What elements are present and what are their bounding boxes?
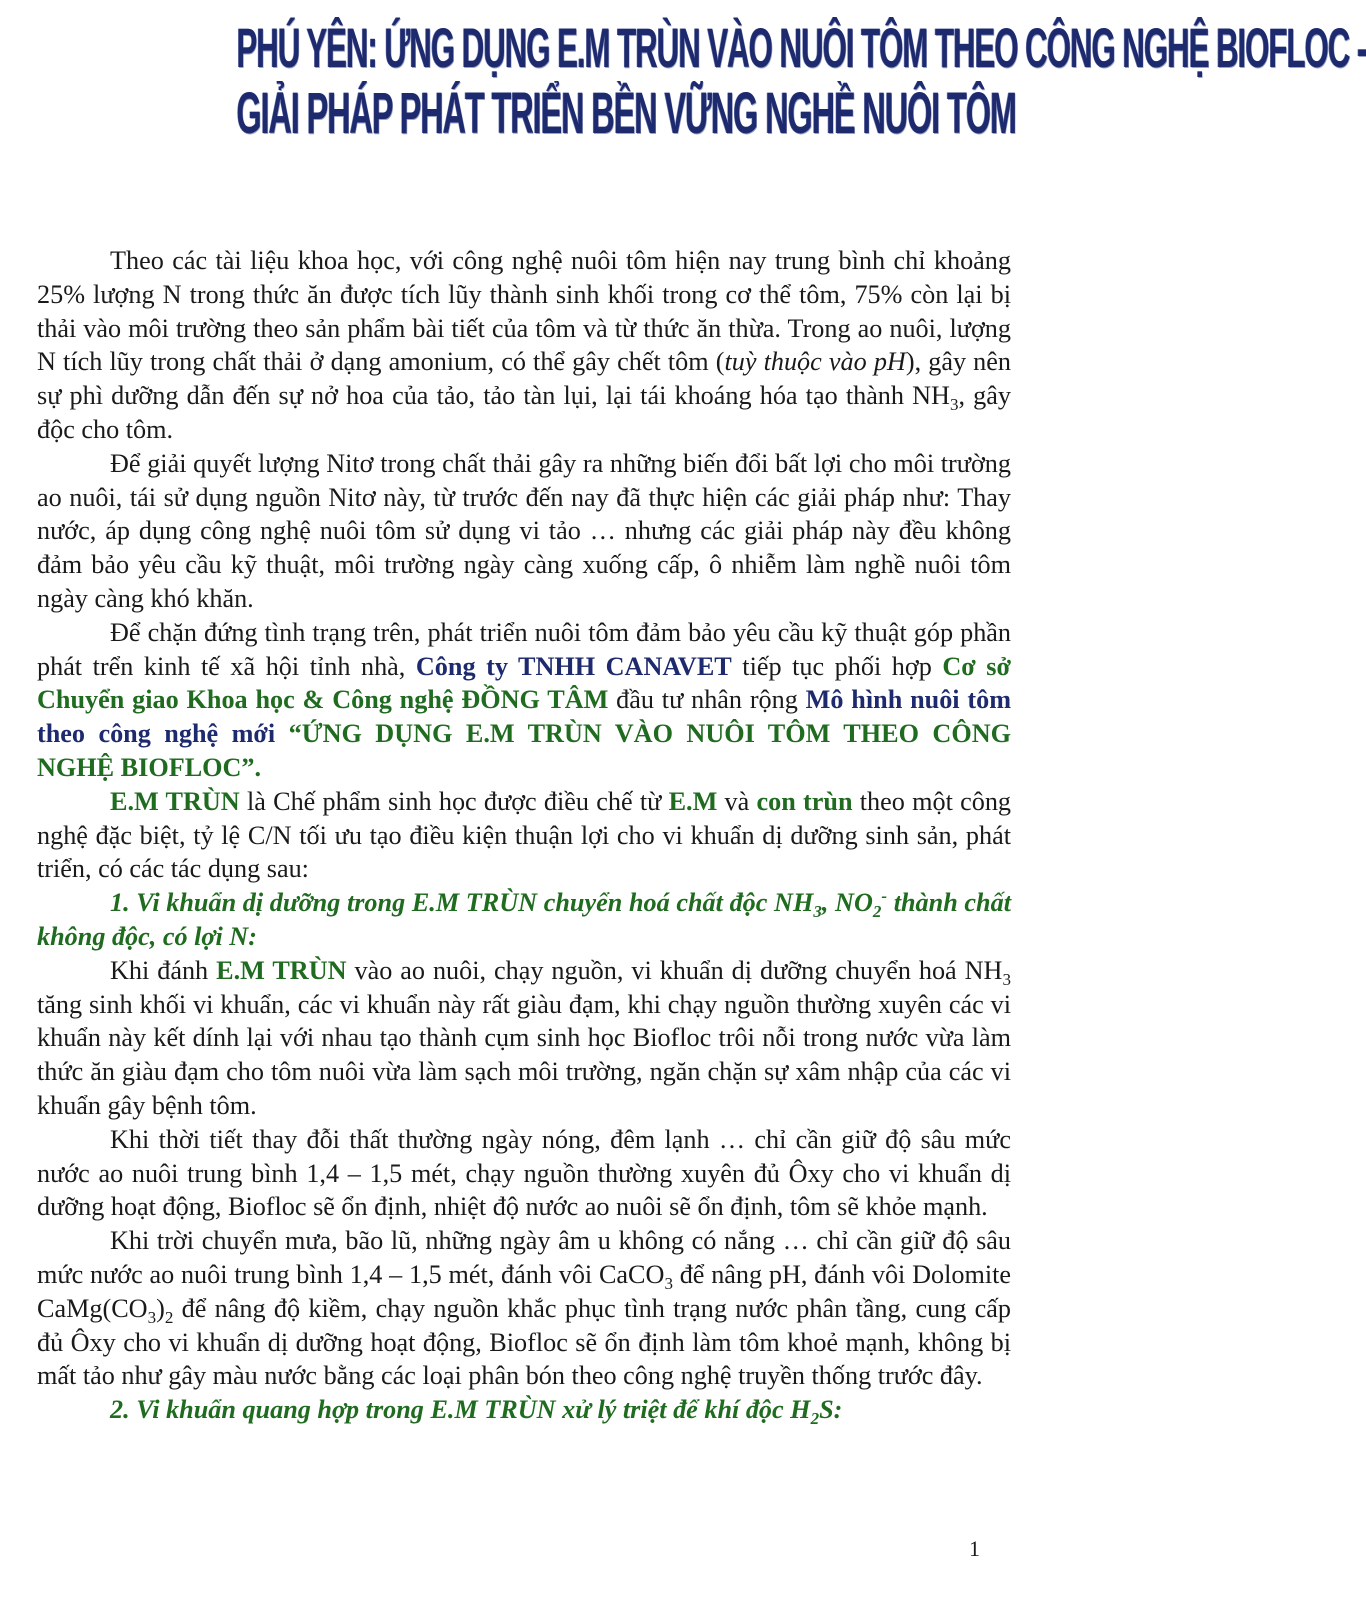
p5-text-a: Khi đánh bbox=[110, 955, 217, 985]
p5-product-name: E.M TRÙN bbox=[216, 955, 347, 985]
p1-text-b: ), gây nên sự phì dưỡng dẫn đến sự nở hoa của tảo, tảo tàn lụi, lại tái khoáng hóa tạo thành NH bbox=[37, 347, 1011, 411]
p3-text-b: tiếp tục phối hợp bbox=[731, 651, 943, 681]
page-number: 1 bbox=[969, 1536, 980, 1561]
section-heading-1 bbox=[37, 886, 1011, 954]
document-title bbox=[0, 14, 1366, 148]
p5-text-b: vào ao nuôi, chạy nguồn, vi khuẩn dị dưỡng chuyển hoá NH bbox=[346, 955, 1003, 985]
section-heading-2 bbox=[37, 1393, 1011, 1427]
p7-subscript-1: 3 bbox=[664, 1274, 673, 1294]
p1-subscript: 3 bbox=[949, 395, 959, 415]
paragraph-3 bbox=[37, 616, 1011, 785]
h2-text-b: S: bbox=[819, 1395, 843, 1425]
model-name: Mô hình nuôi tôm theo công nghệ mới bbox=[37, 685, 1012, 749]
product-name: E.M TRÙN bbox=[110, 786, 240, 816]
title-line-2: GIẢI PHÁP PHÁT TRIỂN BỀN VỮNG NGHỀ NUÔI TÔM bbox=[236, 81, 1016, 146]
p1-text-c: , gây độc cho tôm. bbox=[37, 381, 1011, 444]
h1-text-b: , NO bbox=[821, 888, 873, 918]
paragraph-5 bbox=[37, 954, 1011, 1123]
p7-text-a: Khi trời chuyển mưa, bão lũ, những ngày âm u không có nắng … chỉ cần giữ độ sâu mức nước ao nuôi trung bình 1,4 – 1,5 mét, đánh vôi CaCO bbox=[37, 1226, 1011, 1289]
worm-name: con trùn bbox=[756, 786, 853, 816]
p5-subscript: 3 bbox=[1002, 969, 1011, 989]
p4-text-c: theo một công nghệ đặc biệt, tỷ lệ C/N tối ưu tạo điều kiện thuận lợi cho vi khuẩn dị dưỡng sinh sản, phát triển, có các tác dụng sau: bbox=[37, 786, 1012, 884]
paragraph-6: Khi thời tiết thay đỗi thất thường ngày nóng, đêm lạnh … chỉ cần giữ độ sâu mức nước ao nuôi trung bình 1,4 – 1,5 mét, chạy nguồn thường xuyên đủ Ôxy cho vi khuẩn dị dưỡng hoạt động, Biofloc sẽ ổn định, nhiệt độ nước ao nuôi sẽ ổn định, tôm sẽ khỏe mạnh. bbox=[37, 1124, 1011, 1222]
h2-text-a: 2. Vi khuẩn quang hợp trong E.M TRÙN xử lý triệt để khí độc H bbox=[110, 1395, 811, 1425]
title-line-1: PHÚ YÊN: ỨNG DỤNG E.M TRÙN VÀO NUÔI TÔM THEO CÔNG NGHỆ BIOFLOC - bbox=[236, 16, 1366, 79]
project-quote: “ỨNG DỤNG E.M TRÙN VÀO NUÔI TÔM THEO CÔNG NGHỆ BIOFLOC”. bbox=[37, 719, 1011, 782]
paragraph-2: Để giải quyết lượng Nitơ trong chất thải gây ra những biến đổi bất lợi cho môi trường ao nuôi, tái sử dụng nguồn Nitơ này, từ trước đến nay đã thực hiện các giải pháp như: Thay nước, áp dụng công nghệ nuôi tôm sử dụng vi tảo … nhưng các giải pháp này đều không đảm bảo yêu cầu kỹ thuật, môi trường ngày càng xuống cấp, ô nhiễm làm nghề nuôi tôm ngày càng khó khăn. bbox=[37, 448, 1011, 613]
p1-italic: tuỳ thuộc vào pH bbox=[724, 347, 906, 377]
h1-subscript-1: 3 bbox=[813, 902, 822, 922]
p3-text-c: đầu tư nhân rộng bbox=[608, 685, 806, 715]
company-name: Công ty TNHH CANAVET bbox=[415, 651, 732, 681]
h1-text-a: 1. Vi khuẩn dị dưỡng trong E.M TRÙN chuyển hoá chất độc NH bbox=[110, 888, 814, 918]
em-name: E.M bbox=[668, 786, 718, 816]
p7-text-d: để nâng độ kiềm, chạy nguồn khắc phục tình trạng nước phân tầng, cung cấp đủ Ôxy cho vi khuẩn dị dưỡng hoạt động, Biofloc sẽ ổn định làm tôm khoẻ mạnh, không bị mất tảo như gây màu nước bằng các loại phân bón theo công nghệ truyền thống trước đây. bbox=[37, 1293, 1011, 1391]
partner-name: Cơ sở Chuyển giao Khoa học & Công nghệ ĐỒNG TÂM bbox=[37, 651, 1011, 715]
p7-text-c: ) bbox=[156, 1293, 165, 1323]
h1-text-c: thành chất không độc, có lợi N: bbox=[37, 888, 1011, 951]
p7-subscript-2: 3 bbox=[147, 1307, 157, 1327]
h1-subscript-2: 2 bbox=[872, 902, 882, 922]
p4-text-a: là Chế phẩm sinh học được điều chế từ bbox=[239, 786, 669, 816]
p5-text-c: tăng sinh khối vi khuẩn, các vi khuẩn này rất giàu đạm, khi chạy nguồn thường xuyên các vi khuẩn này kết dính lại với nhau tạo thành cụm sinh học Biofloc trôi nỗi trong nước vừa làm thức ăn giàu đạm cho tôm nuôi vừa làm sạch môi trường, ngăn chặn sự xâm nhập của các vi khuẩn gây bệnh tôm. bbox=[37, 989, 1011, 1120]
p1-text-a: Theo các tài liệu khoa học, với công nghệ nuôi tôm hiện nay trung bình chỉ khoảng 25% lượng N trong thức ăn được tích lũy thành sinh khối trong cơ thể tôm, 75% còn lại bị thải vào môi trường theo sản phẩm bài tiết của tôm và từ thức ăn thừa. Trong ao nuôi, lượng N tích lũy trong chất thải ở dạng amonium, có thể gây chết tôm ( bbox=[37, 246, 1011, 377]
h1-superscript: - bbox=[881, 886, 888, 906]
p7-text-b: để nâng pH, đánh vôi Dolomite CaMg(CO bbox=[37, 1259, 1011, 1323]
p7-subscript-3: 2 bbox=[164, 1307, 174, 1327]
article-body bbox=[37, 244, 1011, 1427]
paragraph-4 bbox=[37, 785, 1011, 886]
paragraph-7 bbox=[37, 1224, 1011, 1393]
p4-text-b: và bbox=[717, 786, 757, 816]
p3-text-a: Để chặn đứng tình trạng trên, phát triển nuôi tôm đảm bảo yêu cầu kỹ thuật góp phần phát trển kinh tế xã hội tỉnh nhà, bbox=[37, 617, 1011, 681]
p3-text-d bbox=[275, 719, 288, 748]
h2-subscript: 2 bbox=[810, 1409, 820, 1429]
paragraph-1 bbox=[37, 244, 1011, 447]
